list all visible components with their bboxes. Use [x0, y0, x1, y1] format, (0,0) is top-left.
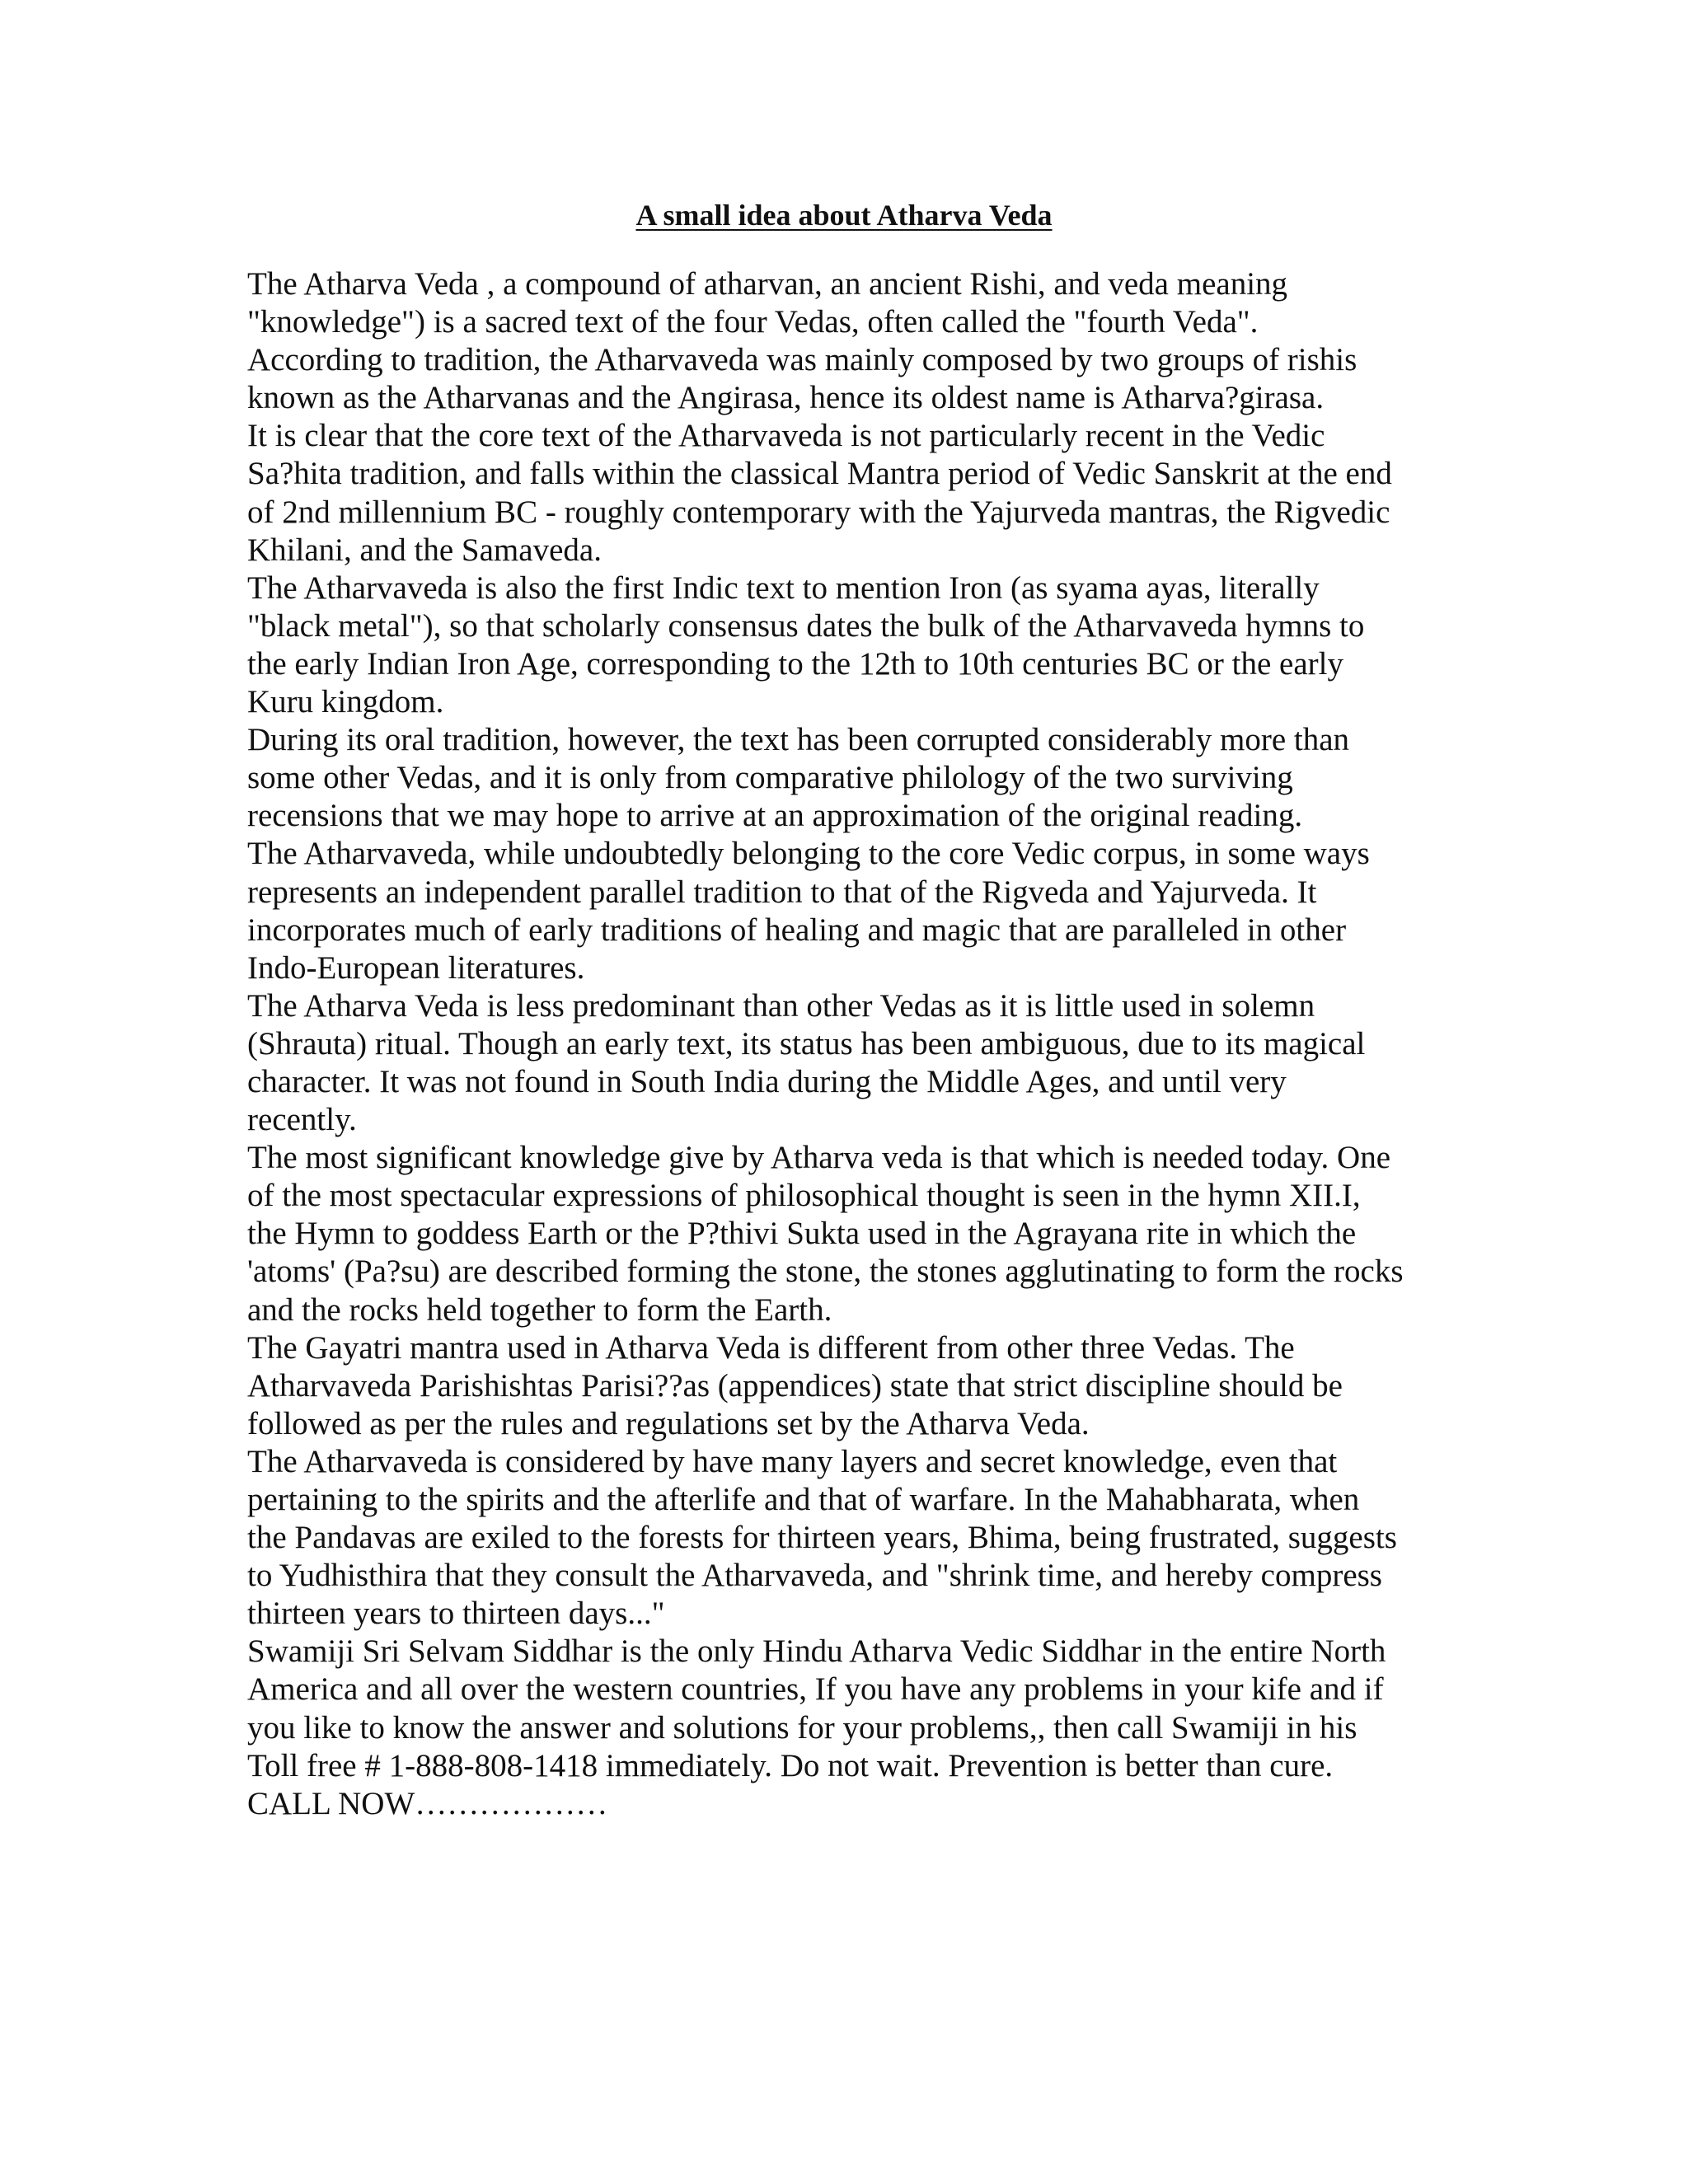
- text-line: character. It was not found in South India during the Middle Ages, and until very: [247, 1063, 1287, 1099]
- text-line: Atharvaveda Parishishtas Parisi??as (appendices) state that strict discipline should be: [247, 1367, 1343, 1404]
- text-line: The Atharva Veda is less predominant than other Vedas as it is little used in solemn: [247, 987, 1315, 1024]
- text-line: recensions that we may hope to arrive at an approximation of the original reading.: [247, 798, 1303, 834]
- text-line: (Shrauta) ritual. Though an early text, its status has been ambiguous, due to its magical: [247, 1025, 1366, 1062]
- text-line: "black metal"), so that scholarly consensus dates the bulk of the Atharvaveda hymns to: [247, 607, 1365, 644]
- document-body: [247, 265, 1451, 1823]
- text-line: the Hymn to goddess Earth or the P?thivi Sukta used in the Agrayana rite in which the: [247, 1216, 1357, 1252]
- text-line: The most significant knowledge give by Atharva veda is that which is needed today. One: [247, 1140, 1391, 1176]
- text-line: Sa?hita tradition, and falls within the classical Mantra period of Vedic Sanskrit at the end: [247, 456, 1392, 492]
- text-line: recently.: [247, 1102, 357, 1138]
- text-line: Kuru kingdom.: [247, 684, 444, 720]
- text-line: The Gayatri mantra used in Atharva Veda is different from other three Vedas. The: [247, 1329, 1295, 1366]
- text-line: According to tradition, the Atharvaveda was mainly composed by two groups of rishis: [247, 342, 1357, 378]
- text-line: the Pandavas are exiled to the forests for thirteen years, Bhima, being frustrated, suggests: [247, 1520, 1397, 1556]
- text-line: Khilani, and the Samaveda.: [247, 532, 602, 568]
- text-line: The Atharvaveda is considered by have many layers and secret knowledge, even that: [247, 1443, 1338, 1479]
- text-line: The Atharvaveda is also the first Indic text to mention Iron (as syama ayas, literally: [247, 569, 1320, 606]
- text-line: Indo-European literatures.: [247, 949, 585, 986]
- text-line: of 2nd millennium BC - roughly contemporary with the Yajurveda mantras, the Rigvedic: [247, 494, 1390, 530]
- text-line: "knowledge") is a sacred text of the four Vedas, often called the "fourth Veda".: [247, 304, 1259, 340]
- text-line: During its oral tradition, however, the text has been corrupted considerably more than: [247, 722, 1350, 758]
- text-line: 'atoms' (Pa?su) are described forming the stone, the stones agglutinating to form the rocks: [247, 1254, 1404, 1290]
- text-line: pertaining to the spirits and the afterlife and that of warfare. In the Mahabharata, when: [247, 1482, 1360, 1517]
- text-line: represents an independent parallel tradition to that of the Rigveda and Yajurveda. It: [247, 874, 1317, 910]
- text-line: followed as per the rules and regulations set by the Atharva Veda.: [247, 1405, 1090, 1441]
- document-title: [0, 196, 1688, 234]
- text-line: to Yudhisthira that they consult the Atharvaveda, and "shrink time, and hereby compress: [247, 1558, 1382, 1594]
- text-line: of the most spectacular expressions of philosophical thought is seen in the hymn XII.I,: [247, 1178, 1361, 1214]
- text-line: incorporates much of early traditions of healing and magic that are paralleled in other: [247, 912, 1347, 948]
- text-line: Toll free # 1-888-808-1418 immediately. Do not wait. Prevention is better than cure.: [247, 1747, 1334, 1783]
- text-line: CALL NOW………………: [247, 1785, 608, 1821]
- text-line: Swamiji Sri Selvam Siddhar is the only Hindu Atharva Vedic Siddhar in the entire North: [247, 1633, 1386, 1670]
- text-line: America and all over the western countries, If you have any problems in your kife and if: [247, 1671, 1384, 1708]
- text-line: The Atharva Veda , a compound of atharvan, an ancient Rishi, and veda meaning: [247, 266, 1288, 302]
- text-line: The Atharvaveda, while undoubtedly belonging to the core Vedic corpus, in some ways: [247, 836, 1370, 872]
- text-line: known as the Atharvanas and the Angirasa, hence its oldest name is Atharva?girasa.: [247, 380, 1325, 416]
- text-line: and the rocks held together to form the Earth.: [247, 1291, 832, 1328]
- document-title-text: A small idea about Atharva Veda: [635, 199, 1053, 232]
- text-line: the early Indian Iron Age, corresponding to the 12th to 10th centuries BC or the early: [247, 645, 1343, 682]
- text-line: some other Vedas, and it is only from comparative philology of the two surviving: [247, 760, 1293, 796]
- text-line: you like to know the answer and solutions for your problems,, then call Swamiji in his: [247, 1709, 1357, 1746]
- text-line: It is clear that the core text of the Atharvaveda is not particularly recent in the Vedic: [247, 418, 1325, 454]
- text-line: thirteen years to thirteen days...": [247, 1596, 665, 1632]
